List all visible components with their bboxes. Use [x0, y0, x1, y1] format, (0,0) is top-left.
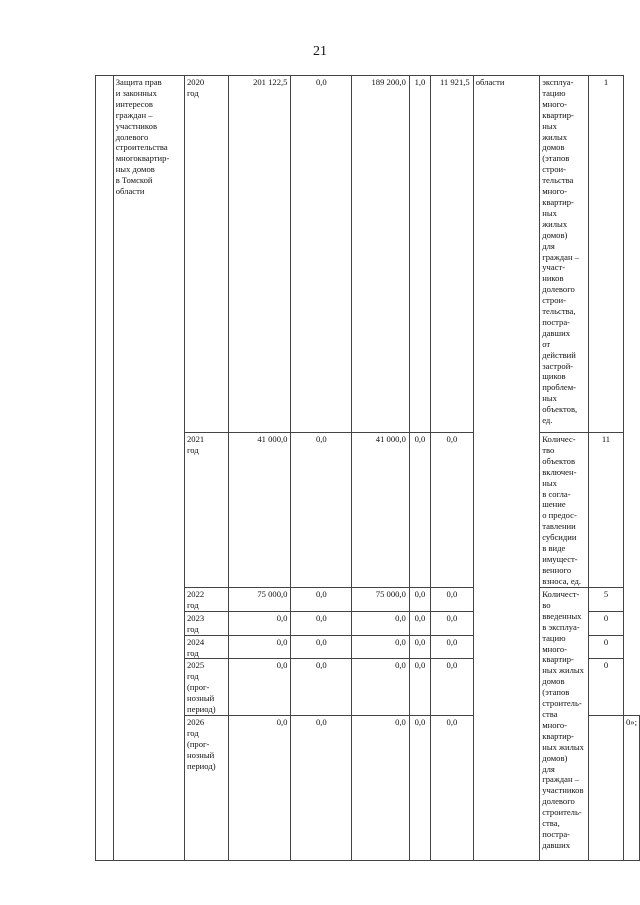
- year-cell: 2025 год (прог- нозный период): [184, 659, 228, 716]
- program-table: [95, 75, 640, 861]
- regional-cell: 0,0: [352, 611, 410, 635]
- task-name-cell: Защита прав и законных интересов граждан – участников долевого строительства многоквартир- ных домов в Томской области: [113, 76, 184, 861]
- table-row: [96, 76, 640, 433]
- regional-cell: 0,0: [352, 635, 410, 659]
- regional-cell: 189 200,0: [352, 76, 410, 433]
- federal-cell: 0,0: [291, 433, 352, 588]
- total-cell: 0,0: [228, 635, 291, 659]
- executor-cell: области: [473, 76, 540, 861]
- year-cell: 2024 год: [184, 635, 228, 659]
- other-cell: 0,0: [431, 588, 474, 612]
- indicator-cell-continued: [588, 716, 623, 861]
- indicator-value-cell: 0: [588, 659, 623, 716]
- other-cell: 0,0: [431, 611, 474, 635]
- regional-cell: 0,0: [352, 716, 410, 861]
- local-cell: 0,0: [409, 659, 430, 716]
- federal-cell: 0,0: [291, 588, 352, 612]
- page-number: 21: [313, 44, 327, 59]
- indicator-value-cell: 0»;: [624, 716, 640, 861]
- total-cell: 41 000,0: [228, 433, 291, 588]
- year-cell: 2022 год: [184, 588, 228, 612]
- local-cell: 0,0: [409, 611, 430, 635]
- regional-cell: 0,0: [352, 659, 410, 716]
- other-cell: 11 921,5: [431, 76, 474, 433]
- year-cell: 2020 год: [184, 76, 228, 433]
- local-cell: 0,0: [409, 716, 430, 861]
- federal-cell: 0,0: [291, 716, 352, 861]
- local-cell: 1,0: [409, 76, 430, 433]
- total-cell: 75 000,0: [228, 588, 291, 612]
- indicator-value-cell: 11: [588, 433, 623, 588]
- local-cell: 0,0: [409, 588, 430, 612]
- federal-cell: 0,0: [291, 76, 352, 433]
- indicator-value-cell: 5: [588, 588, 623, 612]
- federal-cell: 0,0: [291, 635, 352, 659]
- number-cell: [96, 76, 114, 861]
- year-cell: 2023 год: [184, 611, 228, 635]
- other-cell: 0,0: [431, 659, 474, 716]
- local-cell: 0,0: [409, 635, 430, 659]
- total-cell: 0,0: [228, 659, 291, 716]
- federal-cell: 0,0: [291, 611, 352, 635]
- year-cell: 2021 год: [184, 433, 228, 588]
- other-cell: 0,0: [431, 635, 474, 659]
- total-cell: 0,0: [228, 611, 291, 635]
- total-cell: 201 122,5: [228, 76, 291, 433]
- year-cell: 2026 год (прог- нозный период): [184, 716, 228, 861]
- other-cell: 0,0: [431, 716, 474, 861]
- total-cell: 0,0: [228, 716, 291, 861]
- regional-cell: 75 000,0: [352, 588, 410, 612]
- indicator-cell: Количес- тво объектов включен- ных в согла- шение о предос- тавлении субсидии в виде имущест- венного взноса, ед.: [540, 433, 589, 588]
- indicator-value-cell: 1: [588, 76, 623, 433]
- federal-cell: 0,0: [291, 659, 352, 716]
- local-cell: 0,0: [409, 433, 430, 588]
- indicator-value-cell: 0: [588, 611, 623, 635]
- regional-cell: 41 000,0: [352, 433, 410, 588]
- indicator-value-cell: 0: [588, 635, 623, 659]
- other-cell: 0,0: [431, 433, 474, 588]
- indicator-cell: эксплуа- тацию много- квартир- ных жилых домов (этапов строи- тельства много- квартир- ных жилых домов) для граждан – участ- ников долевого строи- тельства, постра- давших от действий застрой- щиков проблем- ных объектов, ед.: [540, 76, 589, 433]
- indicator-cell: Количест- во введенных в эксплуа- тацию много- квартир- ных жилых домов (этапов строитель- ства много- квартир- ных жилых домов) для граждан – участников долевого строитель- ства, постра- давших: [540, 588, 589, 861]
